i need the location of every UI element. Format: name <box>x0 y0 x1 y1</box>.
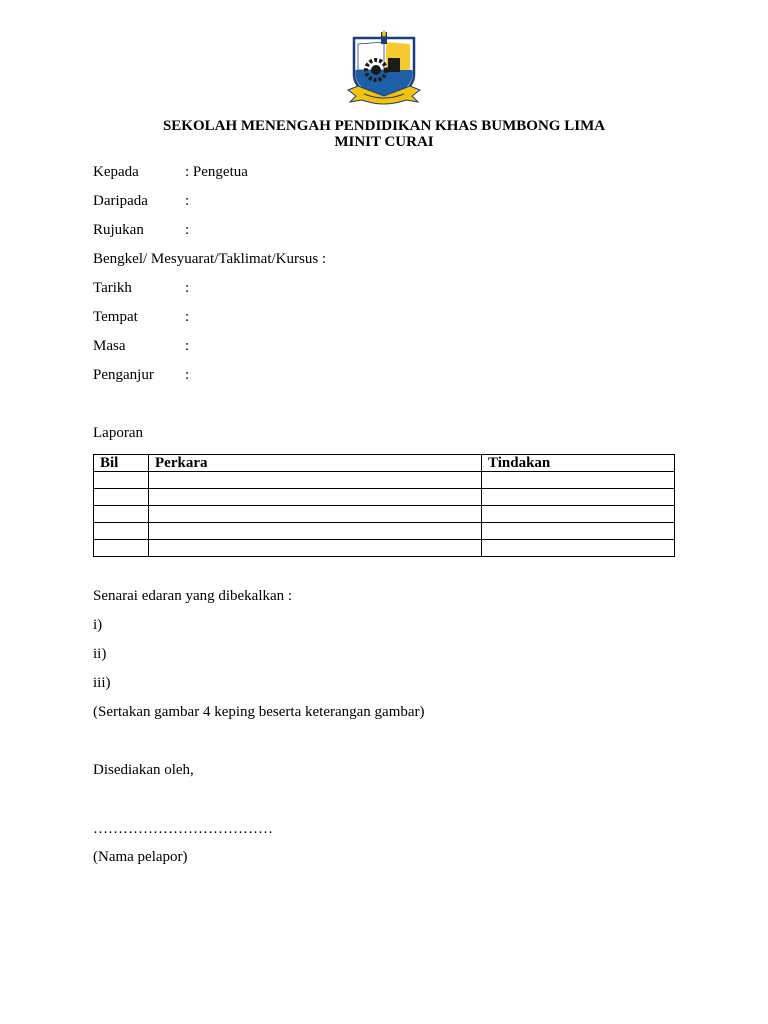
field-value: : <box>185 309 190 325</box>
field-value: : <box>185 367 190 383</box>
field-kepada <box>93 163 248 181</box>
table-cell[interactable] <box>149 540 482 557</box>
table-cell[interactable] <box>94 472 149 489</box>
table-row <box>94 472 675 489</box>
table-row <box>94 523 675 540</box>
field-tarikh <box>93 279 189 297</box>
distribution-item: iii) <box>93 675 111 691</box>
table-row <box>94 489 675 506</box>
table-cell[interactable] <box>482 506 675 523</box>
field-penganjur <box>93 366 189 384</box>
report-heading: Laporan <box>93 425 143 441</box>
field-daripada <box>93 192 189 210</box>
table-cell[interactable] <box>482 472 675 489</box>
table-cell[interactable] <box>149 523 482 540</box>
table-cell[interactable] <box>149 506 482 523</box>
field-label: Kepada <box>93 164 139 180</box>
reporter-name-label: (Nama pelapor) <box>93 849 188 865</box>
table-cell[interactable] <box>482 523 675 540</box>
distribution-note: (Sertakan gambar 4 keping beserta keterangan gambar) <box>93 704 425 720</box>
field-value: : <box>185 222 190 238</box>
document-title: MINIT CURAI <box>334 134 434 150</box>
table-cell[interactable] <box>94 506 149 523</box>
report-table <box>93 454 675 557</box>
field-label: Rujukan <box>93 222 144 238</box>
table-cell[interactable] <box>94 523 149 540</box>
field-label: Penganjur <box>93 367 154 383</box>
field-label: Daripada <box>93 193 148 209</box>
field-value: : <box>185 193 190 209</box>
column-header-tindakan: Tindakan <box>482 455 675 472</box>
signature-line: ……………………………… <box>93 821 273 837</box>
table-cell[interactable] <box>149 489 482 506</box>
field-masa <box>93 337 189 355</box>
column-header-bil: Bil <box>94 455 149 472</box>
field-label: Masa <box>93 338 126 354</box>
distribution-item: ii) <box>93 646 107 662</box>
prepared-by-label: Disediakan oleh, <box>93 762 194 778</box>
table-cell[interactable] <box>149 472 482 489</box>
field-value: : Pengetua <box>185 164 248 180</box>
table-cell[interactable] <box>482 540 675 557</box>
school-name: SEKOLAH MENENGAH PENDIDIKAN KHAS BUMBONG LIMA <box>162 118 606 134</box>
table-cell[interactable] <box>94 489 149 506</box>
distribution-heading: Senarai edaran yang dibekalkan : <box>93 588 293 604</box>
field-event-type <box>93 250 326 268</box>
table-header-row <box>94 455 675 472</box>
field-label: Tarikh <box>93 280 132 296</box>
field-rujukan <box>93 221 189 239</box>
table-row <box>94 540 675 557</box>
table-cell[interactable] <box>94 540 149 557</box>
field-value: : <box>185 338 190 354</box>
school-crest-logo <box>346 30 422 108</box>
field-label: Tempat <box>93 309 138 325</box>
field-value: : <box>185 280 190 296</box>
table-cell[interactable] <box>482 489 675 506</box>
table-row <box>94 506 675 523</box>
field-label: Bengkel/ Mesyuarat/Taklimat/Kursus : <box>93 251 327 267</box>
column-header-perkara: Perkara <box>149 455 482 472</box>
distribution-item: i) <box>93 617 103 633</box>
field-tempat <box>93 308 189 326</box>
